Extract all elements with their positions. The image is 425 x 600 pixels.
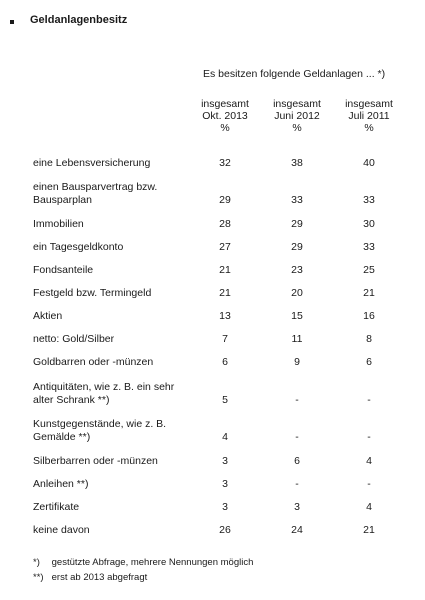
footnote — [33, 557, 253, 568]
row-label: Silberbarren oder -münzen — [33, 455, 158, 467]
table-cell: 11 — [291, 333, 303, 345]
row-label: keine davon — [33, 524, 90, 536]
table-cell: 4 — [366, 455, 372, 467]
table-cell: 23 — [291, 264, 303, 276]
column-header-juli-2011 — [339, 98, 399, 134]
table-cell: 33 — [363, 241, 375, 253]
table-cell: 29 — [219, 194, 231, 206]
row-label: einen Bausparvertrag bzw. Bausparplan — [33, 181, 158, 206]
table-cell: 25 — [363, 264, 375, 276]
table-cell: 28 — [219, 218, 231, 230]
table-cell: 29 — [291, 241, 303, 253]
table-cell: - — [367, 478, 371, 490]
table-cell: 27 — [219, 241, 231, 253]
table-cell: 16 — [363, 310, 375, 322]
table-cell: 32 — [219, 157, 231, 169]
table-cell: 8 — [366, 333, 372, 345]
footnote-mark: *) — [33, 557, 40, 568]
table-cell: 6 — [366, 356, 372, 368]
table-cell: - — [367, 394, 371, 406]
column-header-line: insgesamt — [273, 98, 321, 110]
column-header-unit: % — [220, 122, 230, 134]
column-header-okt-2013 — [195, 98, 255, 134]
table-cell: 33 — [291, 194, 303, 206]
table-subtitle: Es besitzen folgende Geldanlagen ... *) — [203, 68, 386, 80]
table-cell: 40 — [363, 157, 375, 169]
row-label: Festgeld bzw. Termingeld — [33, 287, 152, 299]
row-label: Anleihen **) — [33, 478, 89, 490]
row-label: Aktien — [33, 310, 63, 322]
footnote — [33, 572, 147, 583]
table-cell: 9 — [294, 356, 300, 368]
table-cell: 21 — [219, 287, 231, 299]
table-cell: 21 — [363, 524, 375, 536]
column-header-line: insgesamt — [345, 98, 393, 110]
table-cell: 30 — [363, 218, 375, 230]
table-cell: - — [295, 431, 299, 443]
column-header-line: Juli 2011 — [348, 110, 390, 122]
table-cell: - — [367, 431, 371, 443]
table-cell: 29 — [291, 218, 303, 230]
table-cell: 6 — [222, 356, 228, 368]
row-label: ein Tagesgeldkonto — [33, 241, 124, 253]
table-cell: 21 — [219, 264, 231, 276]
table-cell: 3 — [294, 501, 300, 513]
column-header-line: Okt. 2013 — [202, 110, 248, 122]
column-header-line: Juni 2012 — [274, 110, 320, 122]
row-label: Fondsanteile — [33, 264, 94, 276]
table-cell: 5 — [222, 394, 228, 406]
table-cell: 20 — [291, 287, 303, 299]
table-cell: 4 — [366, 501, 372, 513]
table-cell: 13 — [219, 310, 231, 322]
table-cell: - — [295, 478, 299, 490]
row-label: netto: Gold/Silber — [33, 333, 115, 345]
row-label: Goldbarren oder -münzen — [33, 356, 154, 368]
page-title: Geldanlagenbesitz — [30, 14, 128, 26]
table-cell: 21 — [363, 287, 375, 299]
table-cell: 6 — [294, 455, 300, 467]
table-cell: 38 — [291, 157, 303, 169]
table-cell: 3 — [222, 455, 228, 467]
footnote-text: erst ab 2013 abgefragt — [51, 572, 148, 583]
row-label: eine Lebensversicherung — [33, 157, 151, 169]
footnote-text: gestützte Abfrage, mehrere Nennungen möglich — [51, 557, 254, 568]
table-cell: 15 — [291, 310, 303, 322]
table-cell: 4 — [222, 431, 228, 443]
column-header-line: insgesamt — [201, 98, 249, 110]
row-label: Kunstgegenstände, wie z. B. Gemälde **) — [33, 418, 167, 443]
table-cell: 7 — [222, 333, 228, 345]
table-cell: 33 — [363, 194, 375, 206]
column-header-unit: % — [364, 122, 374, 134]
row-label: Antiquitäten, wie z. B. ein sehr alter Schrank **) — [33, 381, 175, 406]
column-header-juni-2012 — [267, 98, 327, 134]
column-header-unit: % — [292, 122, 302, 134]
footnote-mark: **) — [33, 572, 44, 583]
table-cell: 24 — [291, 524, 303, 536]
bullet-marker — [10, 20, 14, 24]
row-label: Immobilien — [33, 218, 84, 230]
table-cell: 26 — [219, 524, 231, 536]
row-label: Zertifikate — [33, 501, 80, 513]
table-cell: - — [295, 394, 299, 406]
table-cell: 3 — [222, 478, 228, 490]
table-cell: 3 — [222, 501, 228, 513]
